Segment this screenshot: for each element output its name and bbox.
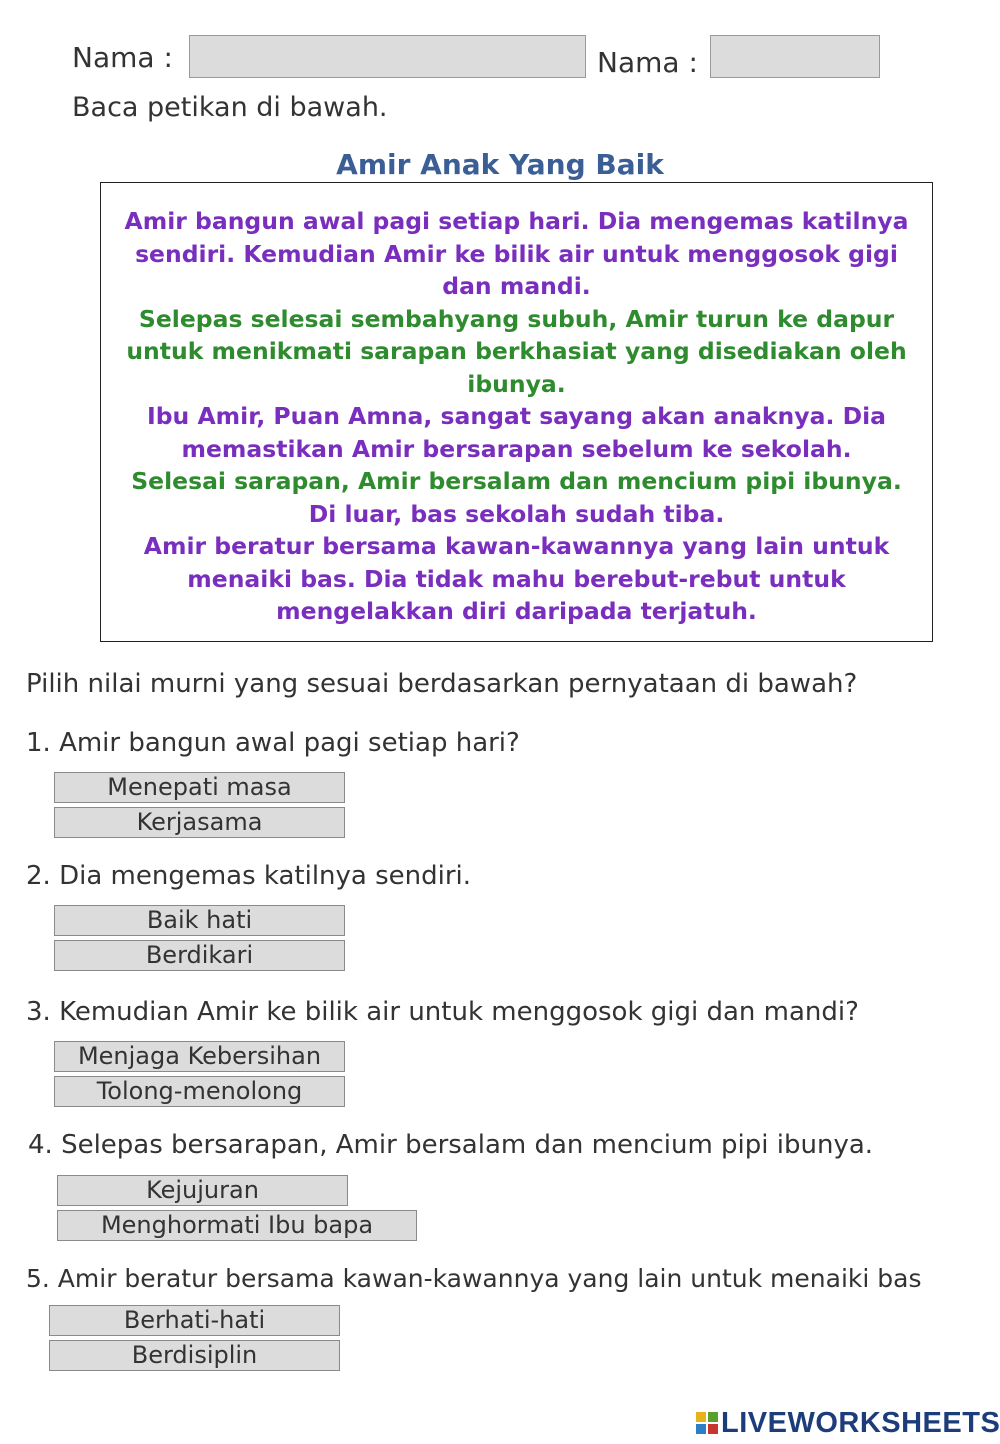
passage-paragraph: Ibu Amir, Puan Amna, sangat sayang akan anaknya. Dia memastikan Amir bersarapan sebelum ke sekolah.	[146, 402, 886, 463]
question-4-option-2[interactable]: Menghormati Ibu bapa	[57, 1210, 417, 1241]
name-label-1: Nama :	[72, 41, 173, 74]
passage-title: Amir Anak Yang Baik	[336, 148, 664, 181]
question-2-option-1[interactable]: Baik hati	[54, 905, 345, 936]
passage-paragraph: Amir beratur bersama kawan-kawannya yang lain untuk menaiki bas. Dia tidak mahu berebut-rebut untuk mengelakkan diri daripada terjatuh.	[143, 532, 890, 625]
question-2-option-2[interactable]: Berdikari	[54, 940, 345, 971]
question-5-option-1[interactable]: Berhati-hati	[49, 1305, 340, 1336]
liveworksheets-brand[interactable]	[696, 1408, 1000, 1438]
question-3-option-1[interactable]: Menjaga Kebersihan	[54, 1041, 345, 1072]
passage-paragraph: Amir bangun awal pagi setiap hari. Dia mengemas katilnya sendiri. Kemudian Amir ke bilik air untuk menggosok gigi dan mandi.	[124, 207, 909, 300]
brand-name: LIVEWORKSHEETS	[721, 1406, 1000, 1439]
passage-box	[100, 182, 933, 642]
question-3-text: 3. Kemudian Amir ke bilik air untuk menggosok gigi dan mandi?	[26, 997, 859, 1027]
name-input-1[interactable]	[189, 35, 586, 78]
question-4-option-1[interactable]: Kejujuran	[57, 1175, 348, 1206]
name-input-2[interactable]	[710, 35, 880, 78]
passage-paragraph: Di luar, bas sekolah sudah tiba.	[308, 499, 725, 528]
question-2-text: 2. Dia mengemas katilnya sendiri.	[26, 861, 472, 891]
liveworksheets-logo-icon	[696, 1412, 718, 1434]
question-1-option-2[interactable]: Kerjasama	[54, 807, 345, 838]
instruction-text: Baca petikan di bawah.	[72, 92, 388, 123]
question-4-text: 4. Selepas bersarapan, Amir bersalam dan mencium pipi ibunya.	[28, 1130, 874, 1160]
name-label-2: Nama :	[597, 46, 698, 79]
question-5-text: 5. Amir beratur bersama kawan-kawannya yang lain untuk menaiki bas	[26, 1264, 922, 1293]
passage-paragraph: Selepas selesai sembahyang subuh, Amir turun ke dapur untuk menikmati sarapan berkhasiat yang disediakan oleh ibunya.	[126, 304, 907, 398]
question-3-option-2[interactable]: Tolong-menolong	[54, 1076, 345, 1107]
question-1-option-1[interactable]: Menepati masa	[54, 772, 345, 803]
question-5-option-2[interactable]: Berdisiplin	[49, 1340, 340, 1371]
passage-paragraph: Selesai sarapan, Amir bersalam dan mencium pipi ibunya.	[131, 467, 902, 495]
question-prompt: Pilih nilai murni yang sesuai berdasarkan pernyataan di bawah?	[26, 669, 858, 699]
question-1-text: 1. Amir bangun awal pagi setiap hari?	[26, 728, 520, 758]
